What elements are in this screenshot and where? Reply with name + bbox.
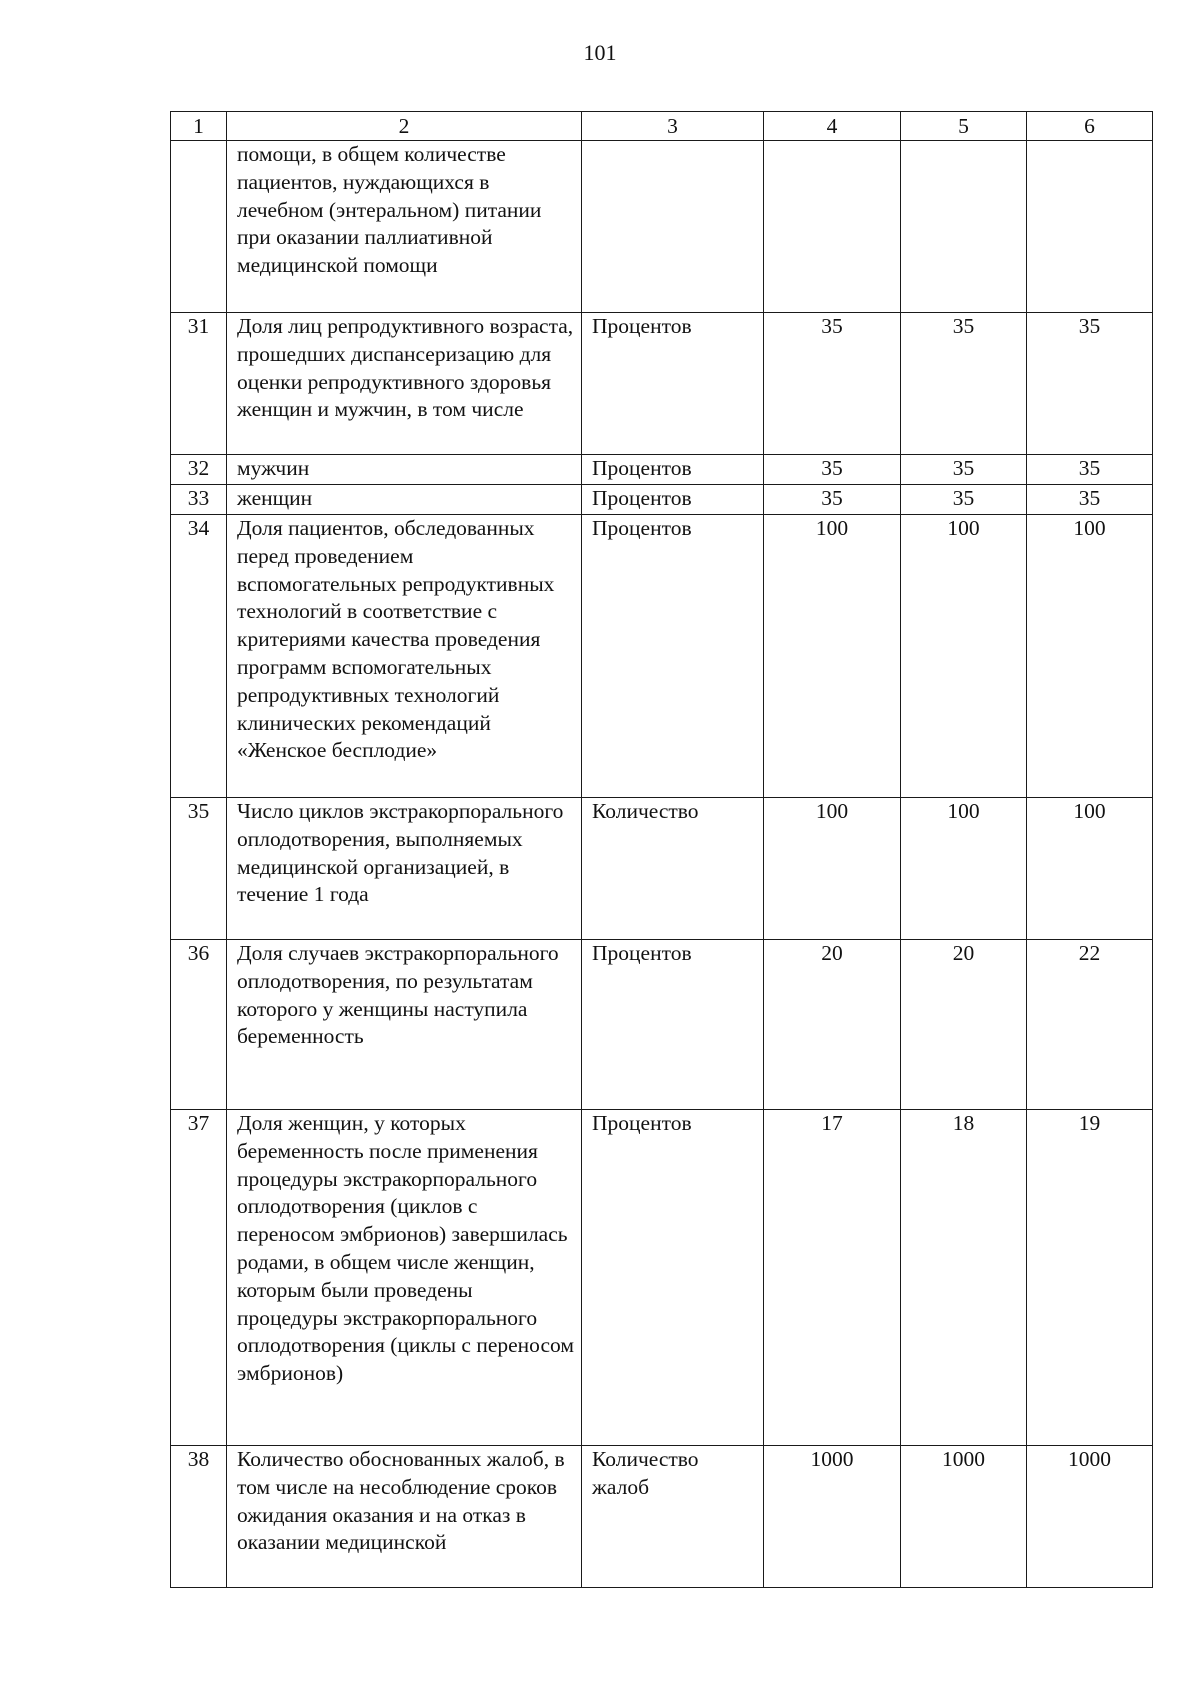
- value-col-6: 35: [1027, 455, 1153, 485]
- column-header: 6: [1027, 112, 1153, 141]
- unit-of-measure: [582, 141, 764, 313]
- value-col-4: 17: [764, 1110, 901, 1446]
- value-col-5: 1000: [901, 1446, 1027, 1588]
- table-header-row: [171, 112, 1153, 141]
- value-col-4: 100: [764, 515, 901, 798]
- row-number: 37: [171, 1110, 227, 1446]
- unit-of-measure: Процентов: [582, 455, 764, 485]
- unit-of-measure: Процентов: [582, 1110, 764, 1446]
- page-number: 101: [583, 40, 617, 65]
- row-number: 33: [171, 485, 227, 515]
- value-col-4: 20: [764, 940, 901, 1110]
- indicator-name: Доля случаев экстракорпорального оплодотворения, по результатам которого у женщины наступила беременность: [227, 940, 582, 1110]
- table-row: [171, 1446, 1153, 1588]
- value-col-5: 18: [901, 1110, 1027, 1446]
- unit-of-measure: Процентов: [582, 485, 764, 515]
- unit-of-measure: Процентов: [582, 515, 764, 798]
- indicator-name: помощи, в общем количестве пациентов, нуждающихся в лечебном (энтеральном) питании при оказании паллиативной медицинской помощи: [227, 141, 582, 313]
- value-col-4: 35: [764, 313, 901, 455]
- value-col-6: 1000: [1027, 1446, 1153, 1588]
- value-col-5: 35: [901, 485, 1027, 515]
- indicator-name: Число циклов экстракорпорального оплодотворения, выполняемых медицинской организацией, в течение 1 года: [227, 798, 582, 940]
- column-header: 4: [764, 112, 901, 141]
- value-col-5: 20: [901, 940, 1027, 1110]
- value-col-5: 100: [901, 798, 1027, 940]
- value-col-6: 35: [1027, 485, 1153, 515]
- table-row: [171, 485, 1153, 515]
- row-number: 31: [171, 313, 227, 455]
- value-col-6: 100: [1027, 515, 1153, 798]
- column-header: 2: [227, 112, 582, 141]
- value-col-5: [901, 141, 1027, 313]
- indicators-table: [170, 111, 1153, 1588]
- indicator-name: женщин: [227, 485, 582, 515]
- value-col-4: 1000: [764, 1446, 901, 1588]
- column-header: 3: [582, 112, 764, 141]
- row-number: 32: [171, 455, 227, 485]
- value-col-4: 35: [764, 485, 901, 515]
- value-col-4: [764, 141, 901, 313]
- value-col-4: 100: [764, 798, 901, 940]
- table-row: [171, 940, 1153, 1110]
- value-col-6: 19: [1027, 1110, 1153, 1446]
- unit-of-measure: Процентов: [582, 313, 764, 455]
- row-number: 35: [171, 798, 227, 940]
- table-row: [171, 1110, 1153, 1446]
- column-header: 5: [901, 112, 1027, 141]
- row-number: 38: [171, 1446, 227, 1588]
- indicator-name: Доля женщин, у которых беременность после применения процедуры экстракорпорального оплодотворения (циклов с переносом эмбрионов) завершилась родами, в общем числе женщин, которым были проведены процедуры экстракорпорального оплодотворения (циклы с переносом эмбрионов): [227, 1110, 582, 1446]
- value-col-6: 35: [1027, 313, 1153, 455]
- indicator-name: Доля лиц репродуктивного возраста, прошедших диспансеризацию для оценки репродуктивного здоровья женщин и мужчин, в том числе: [227, 313, 582, 455]
- table-row: [171, 141, 1153, 313]
- indicator-name: мужчин: [227, 455, 582, 485]
- unit-of-measure: Количество жалоб: [582, 1446, 764, 1588]
- table-row: [171, 515, 1153, 798]
- unit-of-measure: Количество: [582, 798, 764, 940]
- column-header: 1: [171, 112, 227, 141]
- value-col-6: [1027, 141, 1153, 313]
- indicator-name: Доля пациентов, обследованных перед проведением вспомогательных репродуктивных технологий в соответствие с критериями качества проведения программ вспомогательных репродуктивных технологий клинических рекомендаций «Женское бесплодие»: [227, 515, 582, 798]
- row-number: [171, 141, 227, 313]
- table-row: [171, 798, 1153, 940]
- row-number: 36: [171, 940, 227, 1110]
- table-row: [171, 455, 1153, 485]
- indicator-name: Количество обоснованных жалоб, в том числе на несоблюдение сроков ожидания оказания и на отказ в оказании медицинской: [227, 1446, 582, 1588]
- row-number: 34: [171, 515, 227, 798]
- value-col-5: 100: [901, 515, 1027, 798]
- value-col-4: 35: [764, 455, 901, 485]
- value-col-5: 35: [901, 313, 1027, 455]
- value-col-5: 35: [901, 455, 1027, 485]
- value-col-6: 100: [1027, 798, 1153, 940]
- table-row: [171, 313, 1153, 455]
- value-col-6: 22: [1027, 940, 1153, 1110]
- unit-of-measure: Процентов: [582, 940, 764, 1110]
